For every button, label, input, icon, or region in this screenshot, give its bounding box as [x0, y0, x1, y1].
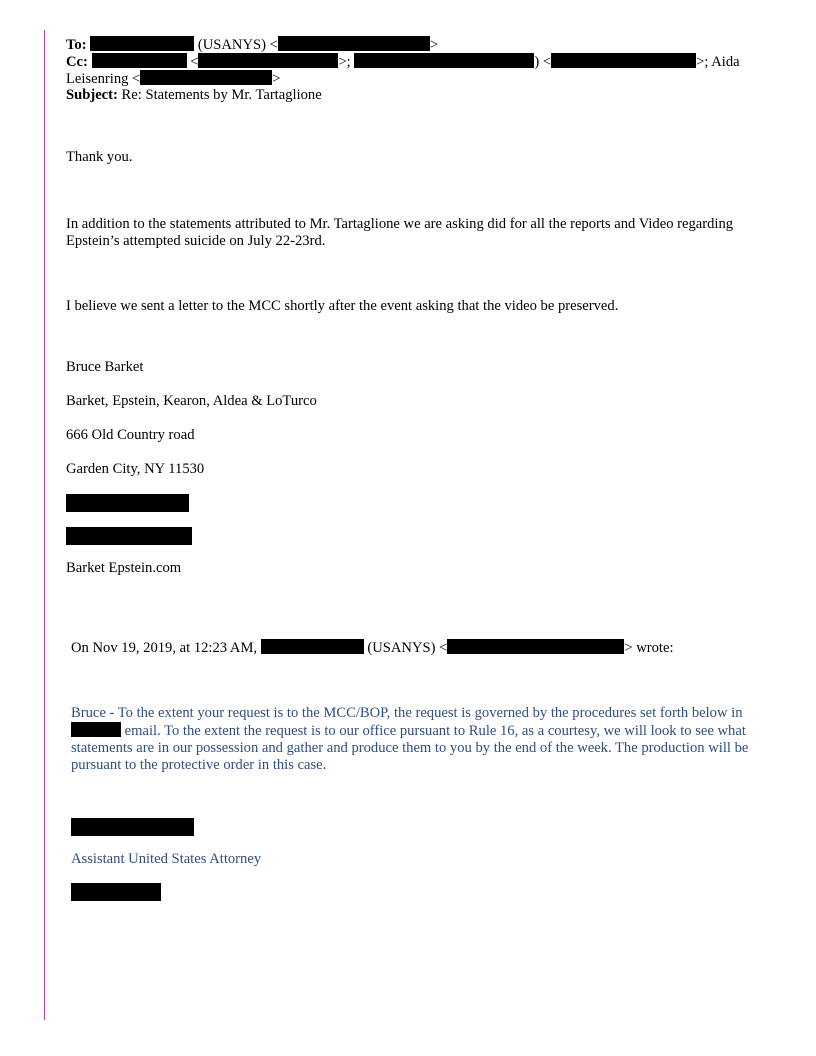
cc-label: Cc:: [66, 54, 88, 70]
redacted-phone-row: [66, 494, 766, 512]
redacted-email-row: [66, 527, 766, 545]
redaction-block: [354, 53, 534, 68]
redaction-block: [71, 883, 161, 901]
quoted-title: Assistant United States Attorney: [71, 851, 262, 867]
subject-line: [66, 87, 766, 103]
signature-city: Garden City, NY 11530: [66, 461, 205, 477]
cc-paren: ) <: [534, 54, 552, 70]
quoted-intro-mid: (USANYS) <: [363, 640, 448, 656]
redaction-block: [140, 70, 272, 85]
redaction-block: [71, 818, 194, 836]
to-org: (USANYS) <: [194, 37, 278, 53]
redaction-block: [92, 53, 187, 68]
body-paragraph-3: I believe we sent a letter to the MCC shortly after the event asking that the video be preserved.: [66, 298, 619, 314]
quoted-message: [66, 639, 766, 901]
signature-firm: Barket, Epstein, Kearon, Aldea & LoTurco: [66, 393, 317, 409]
quoted-intro-pre: On Nov 19, 2019, at 12:23 AM,: [71, 640, 261, 656]
redaction-block: [278, 36, 430, 51]
signature-name: Bruce Barket: [66, 359, 144, 375]
email-header: [66, 36, 766, 103]
redacted-sender-contact: [71, 883, 766, 901]
cc-line2-name: Leisenring <: [66, 71, 141, 87]
redacted-sender-name: [71, 818, 766, 836]
redaction-block: [71, 722, 121, 737]
cc-line2-close: >: [272, 71, 281, 87]
quoted-intro: [71, 639, 766, 657]
cc-line: [66, 53, 766, 70]
to-label: To:: [66, 37, 87, 53]
to-line: [66, 36, 766, 53]
cc-line-2: [66, 70, 766, 87]
cc-open: <: [186, 54, 199, 70]
email-document: [66, 36, 766, 901]
quoted-body: [71, 705, 766, 774]
redaction-block: [447, 639, 624, 654]
signature-website: Barket Epstein.com: [66, 560, 182, 576]
to-close: >: [429, 37, 439, 53]
redaction-block: [261, 639, 364, 654]
redaction-block: [66, 494, 189, 512]
subject-text: Re: Statements by Mr. Tartaglione: [117, 87, 322, 103]
signature-block: [66, 359, 766, 577]
body-paragraph-1: Thank you.: [66, 149, 133, 165]
quoted-text-b: email. To the extent the request is to our office pursuant to Rule 16, as a courtesy, we will look to see what statements are in our possession and gather and produce them to you by the end of the week. The production will be pursuant to the protective order in this case.: [71, 723, 749, 773]
body-paragraph-2: In addition to the statements attributed to Mr. Tartaglione we are asking did for all the reports and Video regarding Epstein’s attempted suicide on July 22-23rd.: [66, 216, 734, 249]
redaction-block: [66, 527, 192, 545]
redaction-block: [198, 53, 338, 68]
quoted-intro-post: > wrote:: [624, 640, 674, 656]
quoted-text-a: Bruce - To the extent your request is to the MCC/BOP, the request is governed by the procedures set forth below in: [71, 705, 743, 721]
redaction-block: [551, 53, 696, 68]
cc-close: >;: [338, 54, 355, 70]
redaction-block: [90, 36, 194, 51]
signature-street: 666 Old Country road: [66, 427, 195, 443]
cc-tail: >; Aida: [696, 54, 740, 70]
subject-label: Subject:: [66, 87, 118, 103]
margin-line: [44, 30, 45, 1020]
